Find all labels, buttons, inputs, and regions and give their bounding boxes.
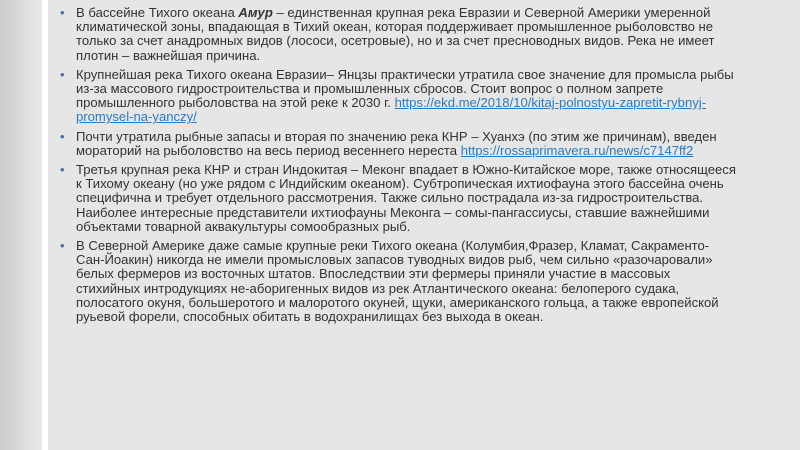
bullet-north-america xyxy=(60,239,736,324)
bullet-text: Третья крупная река КНР и стран Индокитая – Меконг впадает в Южно-Китайское море, также относящееся к Тихому океану (но уже рядом с Индийским океаном). Субтропическая ихтиофауна этого бассейна очень специфична и требует отдельного рассмотрения. Также сильно пострадала из-за гидростроительства. Наиболее интересные представители ихтиофауны Меконга – сомы-пангассиусы, ставшие важнейшими объектами товарной аквакультуры сомообразных рыб. xyxy=(76,162,736,234)
bullet-text: В бассейне Тихого океана xyxy=(76,5,239,20)
bullet-text: – единственная крупная река Евразии и Северной Америки умеренной климатической зоны, впадающая в Тихий океан, которая поддерживает промышленное рыболовство не только за счет анадромных видов (лососи, осетровые), но и за счет пресноводных видов. Река не имеет плотин – важнейшая причина. xyxy=(76,5,715,63)
bullet-marker: • xyxy=(60,128,65,144)
bullet-mekong xyxy=(60,163,736,234)
bullet-text: Крупнейшая река Тихого океана Евразии– Янцзы практически утратила свое значение для промысла рыбы из-за массового гидростроительства и промышленных сбросов. Стоит вопрос о полном запрете промышленного рыболовства на этой реке к 2030 г. xyxy=(76,66,734,111)
bullet-text: В Северной Америке даже самые крупные реки Тихого океана (Колумбия,Фразер, Кламат, Сакраменто-Сан-Йоакин) никогда не имели промысловых запасов туводных видов рыб, чем сильно «разочаровали» белых фермеров из восточных штатов. Впоследствии эти фермеры приняли участие в массовых стихийных интродукциях не-аборигенных видов из рек Атлантического океана: белоперого судака, полосатого окуня, большеротого и малоротого окуней, щуки, американского гольца, а также европейской руьевой форели, способных обитать в водохранилищах без выхода в океан. xyxy=(76,238,719,325)
huanghe-source-link[interactable]: https://rossaprimavera.ru/news/c7147ff2 xyxy=(460,142,694,158)
bullet-amur xyxy=(60,6,736,63)
bullet-huanghe xyxy=(60,130,736,158)
river-name-amur: Амур xyxy=(238,5,273,20)
bullet-text: Почти утратила рыбные запасы и вторая по значению река КНР – Хуанхэ (по этим же причинам), введен мораторий на рыболовство на весь период весеннего нереста xyxy=(76,128,717,158)
bullet-marker: • xyxy=(60,162,65,178)
left-decorative-bar xyxy=(0,0,42,450)
bullet-marker: • xyxy=(60,5,65,20)
bullet-list xyxy=(60,6,736,329)
bullet-yangtze xyxy=(60,68,736,125)
bullet-marker: • xyxy=(60,238,65,254)
yangtze-source-link[interactable]: https://ekd.me/2018/10/kitaj-polnostyu-zapretit-rybnyj-promysel-na-yanczy/ xyxy=(76,95,707,125)
bullet-marker: • xyxy=(60,66,65,82)
